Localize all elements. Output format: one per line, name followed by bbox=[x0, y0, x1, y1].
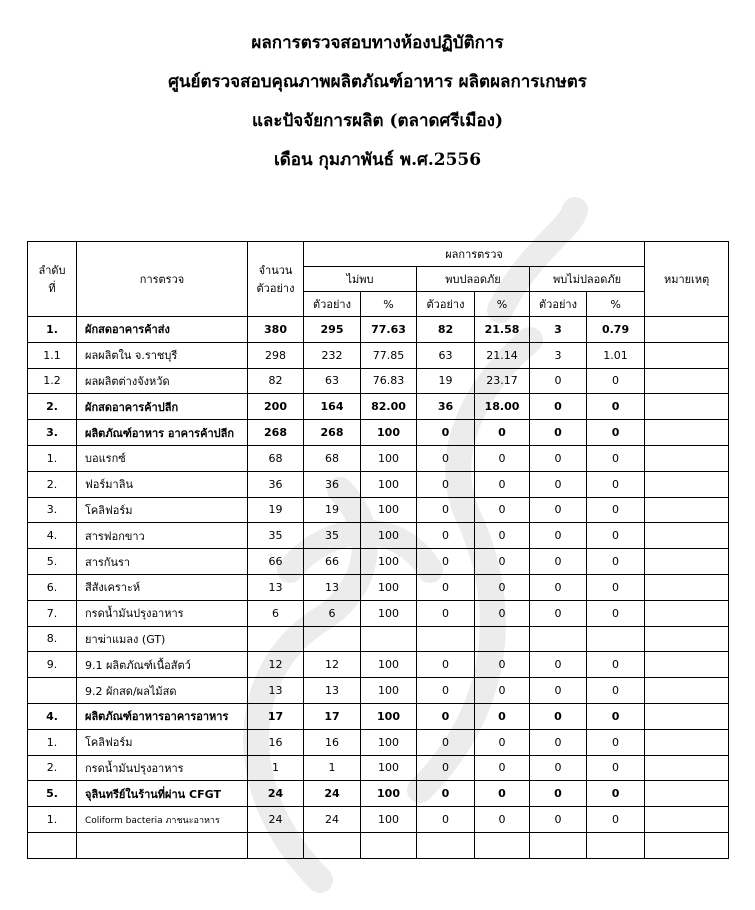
table-row bbox=[28, 652, 729, 678]
row-count: 24 bbox=[248, 781, 304, 807]
header-found-unsafe: พบไม่ปลอดภัย bbox=[530, 267, 645, 292]
header-percent: % bbox=[475, 292, 530, 317]
row-unsafe-count bbox=[530, 626, 587, 652]
row-unsafe-count: 0 bbox=[530, 574, 587, 600]
row-unsafe-percent: 0 bbox=[587, 574, 645, 600]
row-notfound-count: 232 bbox=[304, 342, 361, 368]
row-safe-count: 0 bbox=[417, 549, 475, 575]
row-notfound-count: 13 bbox=[304, 574, 361, 600]
row-safe-count: 0 bbox=[417, 471, 475, 497]
row-safe-count bbox=[417, 626, 475, 652]
row-number bbox=[28, 832, 77, 858]
row-count bbox=[248, 626, 304, 652]
row-item: กรดน้ำมันปรุงอาหาร bbox=[77, 600, 248, 626]
row-number: 1. bbox=[28, 807, 77, 833]
row-safe-percent: 18.00 bbox=[475, 394, 530, 420]
row-remarks bbox=[645, 317, 729, 343]
row-safe-count bbox=[417, 832, 475, 858]
row-safe-percent: 0 bbox=[475, 471, 530, 497]
row-remarks bbox=[645, 832, 729, 858]
row-item: จุลินทรีย์ในร้านที่ผ่าน CFGT bbox=[77, 781, 248, 807]
row-unsafe-count: 0 bbox=[530, 420, 587, 446]
row-safe-count: 0 bbox=[417, 600, 475, 626]
row-number: 3. bbox=[28, 497, 77, 523]
row-item: ผลิตภัณฑ์อาหารอาคารอาหาร bbox=[77, 703, 248, 729]
row-unsafe-percent bbox=[587, 832, 645, 858]
row-count: 17 bbox=[248, 703, 304, 729]
row-remarks bbox=[645, 368, 729, 394]
table-row bbox=[28, 420, 729, 446]
row-unsafe-count: 0 bbox=[530, 781, 587, 807]
row-remarks bbox=[645, 445, 729, 471]
row-notfound-percent: 100 bbox=[361, 807, 417, 833]
row-remarks bbox=[645, 781, 729, 807]
table-row bbox=[28, 368, 729, 394]
row-safe-percent: 0 bbox=[475, 807, 530, 833]
row-number: 2. bbox=[28, 755, 77, 781]
table-row bbox=[28, 626, 729, 652]
table-row bbox=[28, 549, 729, 575]
row-notfound-count: 17 bbox=[304, 703, 361, 729]
row-safe-count: 19 bbox=[417, 368, 475, 394]
row-safe-count: 63 bbox=[417, 342, 475, 368]
header-not-found: ไม่พบ bbox=[304, 267, 417, 292]
row-count: 13 bbox=[248, 678, 304, 704]
row-safe-count: 0 bbox=[417, 781, 475, 807]
row-unsafe-count: 0 bbox=[530, 523, 587, 549]
row-unsafe-percent: 0 bbox=[587, 678, 645, 704]
header-count: จำนวน ตัวอย่าง bbox=[248, 242, 304, 317]
row-unsafe-percent: 0 bbox=[587, 549, 645, 575]
row-unsafe-count: 0 bbox=[530, 652, 587, 678]
title-line-2: ศูนย์ตรวจสอบคุณภาพผลิตภัณฑ์อาหาร ผลิตผลการเกษตร bbox=[168, 72, 587, 92]
row-unsafe-count: 0 bbox=[530, 807, 587, 833]
row-unsafe-count: 0 bbox=[530, 368, 587, 394]
row-count: 35 bbox=[248, 523, 304, 549]
row-number: 7. bbox=[28, 600, 77, 626]
row-remarks bbox=[645, 652, 729, 678]
header-sample: ตัวอย่าง bbox=[530, 292, 587, 317]
row-unsafe-percent: 0 bbox=[587, 703, 645, 729]
row-safe-percent: 0 bbox=[475, 600, 530, 626]
row-unsafe-count bbox=[530, 832, 587, 858]
table-row bbox=[28, 317, 729, 343]
row-safe-count: 0 bbox=[417, 445, 475, 471]
header-percent: % bbox=[361, 292, 417, 317]
row-notfound-percent: 100 bbox=[361, 678, 417, 704]
row-item: ฟอร์มาลิน bbox=[77, 471, 248, 497]
row-notfound-count: 12 bbox=[304, 652, 361, 678]
row-unsafe-percent: 0 bbox=[587, 368, 645, 394]
header-remarks: หมายเหตุ bbox=[645, 242, 729, 317]
row-number: 1. bbox=[28, 445, 77, 471]
header-sample: ตัวอย่าง bbox=[304, 292, 361, 317]
row-unsafe-percent: 0 bbox=[587, 729, 645, 755]
row-remarks bbox=[645, 600, 729, 626]
row-remarks bbox=[645, 729, 729, 755]
row-unsafe-percent: 0 bbox=[587, 523, 645, 549]
row-notfound-percent: 100 bbox=[361, 729, 417, 755]
row-item: ผักสดอาคารค้าปลีก bbox=[77, 394, 248, 420]
row-remarks bbox=[645, 523, 729, 549]
row-notfound-count: 6 bbox=[304, 600, 361, 626]
row-safe-count: 0 bbox=[417, 807, 475, 833]
row-safe-count: 0 bbox=[417, 755, 475, 781]
row-item: กรดน้ำมันปรุงอาหาร bbox=[77, 755, 248, 781]
row-unsafe-count: 3 bbox=[530, 317, 587, 343]
row-number: 3. bbox=[28, 420, 77, 446]
table-row bbox=[28, 729, 729, 755]
row-unsafe-count: 0 bbox=[530, 600, 587, 626]
row-safe-count: 0 bbox=[417, 420, 475, 446]
row-number: 9. bbox=[28, 652, 77, 678]
table-row bbox=[28, 445, 729, 471]
row-unsafe-percent: 0 bbox=[587, 807, 645, 833]
table-row bbox=[28, 781, 729, 807]
row-notfound-percent bbox=[361, 832, 417, 858]
row-safe-percent: 0 bbox=[475, 445, 530, 471]
row-safe-count: 0 bbox=[417, 523, 475, 549]
header-sample: ตัวอย่าง bbox=[417, 292, 475, 317]
row-notfound-percent: 100 bbox=[361, 523, 417, 549]
row-notfound-count: 1 bbox=[304, 755, 361, 781]
row-unsafe-percent: 0 bbox=[587, 781, 645, 807]
row-unsafe-count: 0 bbox=[530, 703, 587, 729]
row-item: โคลิฟอร์ม bbox=[77, 497, 248, 523]
row-safe-percent: 0 bbox=[475, 420, 530, 446]
row-count: 1 bbox=[248, 755, 304, 781]
row-count: 380 bbox=[248, 317, 304, 343]
row-remarks bbox=[645, 342, 729, 368]
row-notfound-count: 24 bbox=[304, 807, 361, 833]
row-notfound-percent: 100 bbox=[361, 600, 417, 626]
row-count: 68 bbox=[248, 445, 304, 471]
row-safe-count: 0 bbox=[417, 678, 475, 704]
row-notfound-count: 16 bbox=[304, 729, 361, 755]
table-row bbox=[28, 574, 729, 600]
row-notfound-percent: 100 bbox=[361, 703, 417, 729]
row-number: 2. bbox=[28, 394, 77, 420]
row-unsafe-count: 0 bbox=[530, 471, 587, 497]
table-row bbox=[28, 497, 729, 523]
row-unsafe-count: 0 bbox=[530, 549, 587, 575]
row-notfound-percent: 100 bbox=[361, 497, 417, 523]
row-unsafe-count: 0 bbox=[530, 755, 587, 781]
row-remarks bbox=[645, 626, 729, 652]
row-count: 82 bbox=[248, 368, 304, 394]
row-count: 200 bbox=[248, 394, 304, 420]
header-seq: ลำดับ ที่ bbox=[28, 242, 77, 317]
row-count: 19 bbox=[248, 497, 304, 523]
row-notfound-count: 164 bbox=[304, 394, 361, 420]
row-unsafe-percent: 0 bbox=[587, 652, 645, 678]
row-item: 9.2 ผักสด/ผลไม้สด bbox=[77, 678, 248, 704]
row-notfound-count: 268 bbox=[304, 420, 361, 446]
row-unsafe-count: 0 bbox=[530, 497, 587, 523]
row-remarks bbox=[645, 755, 729, 781]
row-safe-count: 0 bbox=[417, 574, 475, 600]
row-item: 9.1 ผลิตภัณฑ์เนื้อสัตว์ bbox=[77, 652, 248, 678]
row-number: 5. bbox=[28, 781, 77, 807]
row-safe-count: 0 bbox=[417, 703, 475, 729]
row-notfound-count: 19 bbox=[304, 497, 361, 523]
row-notfound-percent: 100 bbox=[361, 652, 417, 678]
row-unsafe-count: 0 bbox=[530, 678, 587, 704]
row-number: 4. bbox=[28, 703, 77, 729]
row-notfound-count: 63 bbox=[304, 368, 361, 394]
row-count: 24 bbox=[248, 807, 304, 833]
row-item: ผลิตภัณฑ์อาหาร อาคารค้าปลีก bbox=[77, 420, 248, 446]
row-remarks bbox=[645, 420, 729, 446]
row-notfound-percent: 100 bbox=[361, 445, 417, 471]
row-safe-percent: 21.58 bbox=[475, 317, 530, 343]
row-unsafe-percent: 0 bbox=[587, 600, 645, 626]
row-notfound-count: 36 bbox=[304, 471, 361, 497]
row-safe-count: 0 bbox=[417, 497, 475, 523]
row-unsafe-percent: 0 bbox=[587, 445, 645, 471]
table-row bbox=[28, 703, 729, 729]
row-number bbox=[28, 678, 77, 704]
results-table bbox=[27, 241, 729, 859]
row-count: 66 bbox=[248, 549, 304, 575]
table-row bbox=[28, 755, 729, 781]
table-row bbox=[28, 523, 729, 549]
row-remarks bbox=[645, 497, 729, 523]
row-safe-percent: 0 bbox=[475, 729, 530, 755]
row-number: 4. bbox=[28, 523, 77, 549]
row-safe-count: 82 bbox=[417, 317, 475, 343]
header-test: การตรวจ bbox=[77, 242, 248, 317]
row-safe-count: 36 bbox=[417, 394, 475, 420]
row-safe-percent: 0 bbox=[475, 549, 530, 575]
row-safe-count: 0 bbox=[417, 652, 475, 678]
row-count: 268 bbox=[248, 420, 304, 446]
row-unsafe-percent: 0 bbox=[587, 755, 645, 781]
row-number: 1.1 bbox=[28, 342, 77, 368]
row-unsafe-percent: 0 bbox=[587, 394, 645, 420]
row-number: 8. bbox=[28, 626, 77, 652]
row-safe-percent bbox=[475, 626, 530, 652]
row-notfound-count: 68 bbox=[304, 445, 361, 471]
row-safe-count: 0 bbox=[417, 729, 475, 755]
row-notfound-percent: 100 bbox=[361, 549, 417, 575]
row-count: 36 bbox=[248, 471, 304, 497]
row-notfound-percent: 100 bbox=[361, 755, 417, 781]
row-item: ผลผลิตต่างจังหวัด bbox=[77, 368, 248, 394]
row-unsafe-percent bbox=[587, 626, 645, 652]
row-safe-percent: 0 bbox=[475, 755, 530, 781]
row-safe-percent: 0 bbox=[475, 781, 530, 807]
row-number: 2. bbox=[28, 471, 77, 497]
row-notfound-count: 24 bbox=[304, 781, 361, 807]
row-number: 5. bbox=[28, 549, 77, 575]
row-count bbox=[248, 832, 304, 858]
row-notfound-count bbox=[304, 626, 361, 652]
row-count: 6 bbox=[248, 600, 304, 626]
row-safe-percent: 21.14 bbox=[475, 342, 530, 368]
row-notfound-percent: 77.63 bbox=[361, 317, 417, 343]
row-unsafe-count: 3 bbox=[530, 342, 587, 368]
row-count: 13 bbox=[248, 574, 304, 600]
row-unsafe-percent: 1.01 bbox=[587, 342, 645, 368]
row-item: สีสังเคราะห์ bbox=[77, 574, 248, 600]
table-row bbox=[28, 600, 729, 626]
row-remarks bbox=[645, 574, 729, 600]
row-unsafe-percent: 0.79 bbox=[587, 317, 645, 343]
row-number: 1.2 bbox=[28, 368, 77, 394]
row-remarks bbox=[645, 394, 729, 420]
row-unsafe-percent: 0 bbox=[587, 420, 645, 446]
row-unsafe-count: 0 bbox=[530, 729, 587, 755]
row-safe-percent: 0 bbox=[475, 523, 530, 549]
row-notfound-count bbox=[304, 832, 361, 858]
row-item: โคลิฟอร์ม bbox=[77, 729, 248, 755]
row-notfound-percent: 77.85 bbox=[361, 342, 417, 368]
row-unsafe-percent: 0 bbox=[587, 471, 645, 497]
title-line-3: และปัจจัยการผลิต (ตลาดศรีเมือง) bbox=[251, 111, 504, 131]
row-number: 1. bbox=[28, 729, 77, 755]
row-notfound-percent: 100 bbox=[361, 471, 417, 497]
table-row bbox=[28, 342, 729, 368]
row-safe-percent: 0 bbox=[475, 652, 530, 678]
row-safe-percent bbox=[475, 832, 530, 858]
table-row bbox=[28, 394, 729, 420]
row-notfound-count: 35 bbox=[304, 523, 361, 549]
row-number: 1. bbox=[28, 317, 77, 343]
title-line-1: ผลการตรวจสอบทางห้องปฏิบัติการ bbox=[251, 33, 504, 53]
row-notfound-percent bbox=[361, 626, 417, 652]
row-item: สารกันรา bbox=[77, 549, 248, 575]
row-item bbox=[77, 832, 248, 858]
row-item: ผักสดอาคารค้าส่ง bbox=[77, 317, 248, 343]
row-safe-percent: 0 bbox=[475, 497, 530, 523]
title-line-4: เดือน กุมภาพันธ์ พ.ศ.2556 bbox=[273, 150, 482, 170]
table-row bbox=[28, 471, 729, 497]
row-remarks bbox=[645, 678, 729, 704]
row-count: 12 bbox=[248, 652, 304, 678]
row-unsafe-count: 0 bbox=[530, 394, 587, 420]
row-notfound-count: 295 bbox=[304, 317, 361, 343]
row-notfound-count: 13 bbox=[304, 678, 361, 704]
row-item: สารฟอกขาว bbox=[77, 523, 248, 549]
title-block bbox=[0, 34, 755, 190]
row-item: Coliform bacteria ภาชนะอาหาร bbox=[77, 807, 248, 833]
row-remarks bbox=[645, 807, 729, 833]
row-safe-percent: 0 bbox=[475, 574, 530, 600]
row-remarks bbox=[645, 471, 729, 497]
row-notfound-percent: 100 bbox=[361, 420, 417, 446]
row-remarks bbox=[645, 549, 729, 575]
row-notfound-percent: 100 bbox=[361, 574, 417, 600]
table-row bbox=[28, 807, 729, 833]
row-number: 6. bbox=[28, 574, 77, 600]
table-row bbox=[28, 832, 729, 858]
table-row bbox=[28, 678, 729, 704]
row-item: ผลผลิตใน จ.ราชบุรี bbox=[77, 342, 248, 368]
row-safe-percent: 0 bbox=[475, 678, 530, 704]
header-percent: % bbox=[587, 292, 645, 317]
row-remarks bbox=[645, 703, 729, 729]
row-notfound-percent: 100 bbox=[361, 781, 417, 807]
row-notfound-percent: 82.00 bbox=[361, 394, 417, 420]
row-notfound-percent: 76.83 bbox=[361, 368, 417, 394]
row-count: 16 bbox=[248, 729, 304, 755]
header-results: ผลการตรวจ bbox=[304, 242, 645, 267]
row-unsafe-count: 0 bbox=[530, 445, 587, 471]
row-safe-percent: 23.17 bbox=[475, 368, 530, 394]
row-count: 298 bbox=[248, 342, 304, 368]
row-item: ยาฆ่าแมลง (GT) bbox=[77, 626, 248, 652]
header-found-safe: พบปลอดภัย bbox=[417, 267, 530, 292]
row-notfound-count: 66 bbox=[304, 549, 361, 575]
row-item: บอแรกซ์ bbox=[77, 445, 248, 471]
row-unsafe-percent: 0 bbox=[587, 497, 645, 523]
row-safe-percent: 0 bbox=[475, 703, 530, 729]
